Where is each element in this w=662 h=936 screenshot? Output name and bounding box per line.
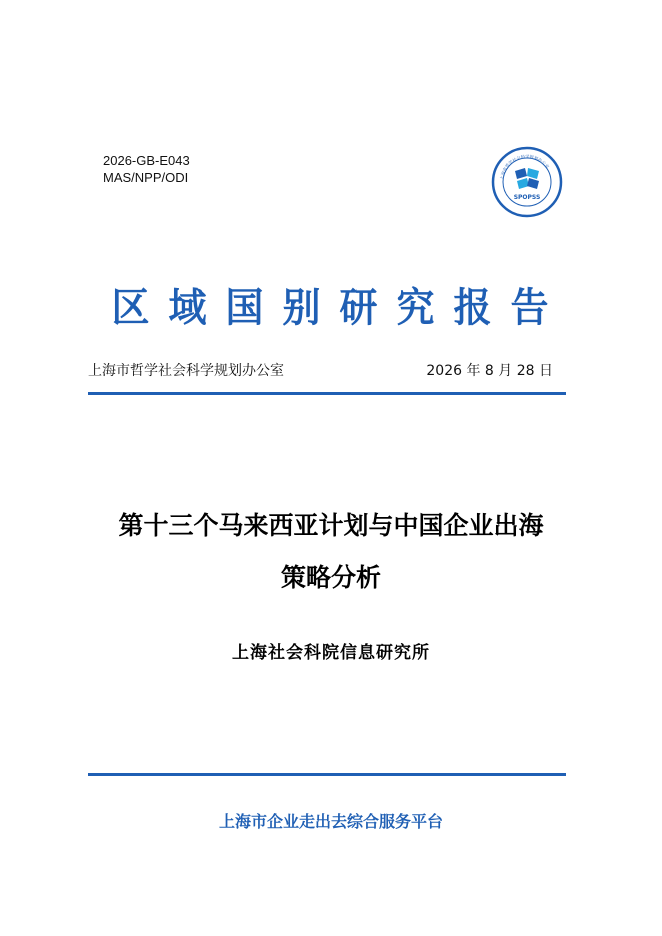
spopss-logo xyxy=(491,146,563,218)
institute-name: 上海社会科院信息研究所 xyxy=(232,643,430,663)
series-char: 区 xyxy=(111,284,150,331)
series-char: 报 xyxy=(453,284,492,331)
document-title xyxy=(60,500,602,604)
platform-name: 上海市企业走出去综合服务平台 xyxy=(218,812,443,831)
publish-date: 2026 年 8 月 28 日 xyxy=(426,363,553,379)
office-name: 上海市哲学社会科学规划办公室 xyxy=(88,363,284,379)
category-code: MAS/NPP/ODI xyxy=(103,170,189,185)
bottom-divider xyxy=(88,773,566,776)
top-divider xyxy=(88,392,566,395)
series-char: 究 xyxy=(396,284,435,331)
meta-row xyxy=(88,358,563,380)
document-codes xyxy=(103,152,190,186)
logo-abbreviation: SPOPSS xyxy=(513,194,541,201)
doc-code: 2026-GB-E043 xyxy=(103,153,190,168)
series-char: 别 xyxy=(282,284,321,331)
logo-ring-text: 上海市哲学社会科学规划办公室 xyxy=(499,153,551,181)
series-char: 域 xyxy=(168,284,207,331)
report-series-title xyxy=(112,274,549,334)
series-char: 国 xyxy=(225,284,264,331)
title-line-1: 第十三个马来西亚计划与中国企业出海 xyxy=(118,511,544,540)
series-char: 告 xyxy=(510,284,549,331)
title-line-2: 策略分析 xyxy=(280,563,381,592)
series-char: 研 xyxy=(339,284,378,331)
